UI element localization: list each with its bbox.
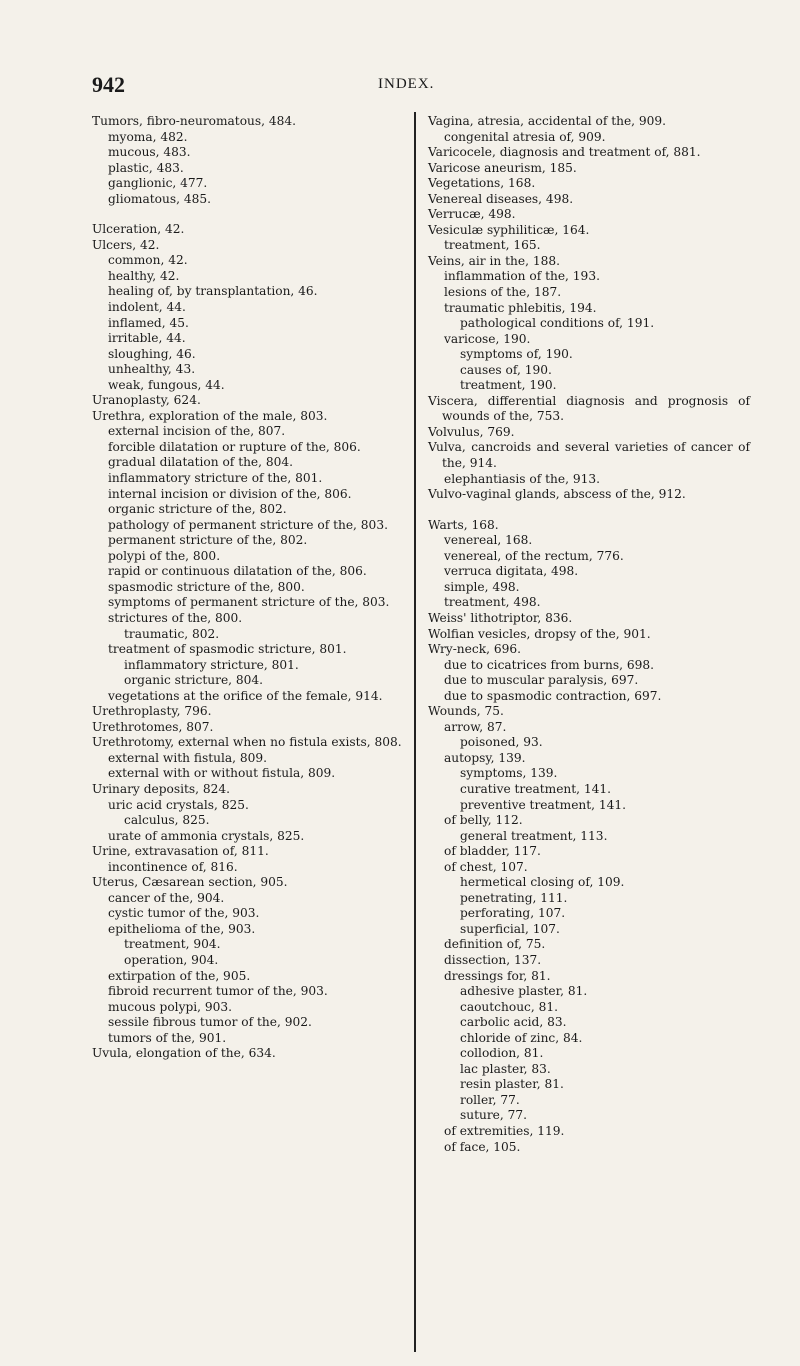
index-entry: inflammation of the, 193. — [444, 269, 600, 284]
index-entry: treatment, 904. — [124, 937, 221, 952]
index-entry: of belly, 112. — [444, 813, 523, 828]
index-entry: lesions of the, 187. — [444, 285, 562, 300]
index-entry: Uranoplasty, 624. — [92, 393, 201, 408]
index-entry: rapid or continuous dilatation of the, 806. — [108, 564, 367, 579]
index-entry: definition of, 75. — [444, 937, 546, 952]
index-entry: general treatment, 113. — [460, 828, 608, 843]
index-entry: operation, 904. — [124, 952, 219, 967]
index-entry: myoma, 482. — [108, 129, 188, 144]
index-entry: of extremities, 119. — [444, 1124, 565, 1138]
index-entry: sloughing, 46. — [108, 346, 196, 361]
index-entry: Vegetations, 168. — [428, 176, 536, 191]
index-entry: Urethrotomes, 807. — [92, 719, 214, 734]
index-entry: treatment, 498. — [444, 595, 541, 610]
index-entry: Wry-neck, 696. — [428, 642, 521, 657]
index-entry: lac plaster, 83. — [460, 1061, 551, 1076]
index-entry: Veins, air in the, 188. — [428, 253, 560, 268]
index-entry: preventive treatment, 141. — [460, 797, 627, 812]
index-entry: venereal, 168. — [444, 533, 533, 548]
index-entry: ganglionic, 477. — [108, 176, 208, 191]
index-entry: external with fistula, 809. — [108, 750, 268, 765]
index-entry: traumatic phlebitis, 194. — [444, 300, 597, 315]
index-entry: curative treatment, 141. — [460, 781, 612, 796]
index-entry: Vulva, cancroids and several varieties of cancer of the, 914. — [428, 440, 750, 471]
index-entry: symptoms, 139. — [460, 766, 558, 781]
index-entry: Vulvo-vaginal glands, abscess of the, 912. — [428, 487, 686, 502]
index-entry: common, 42. — [108, 253, 188, 268]
index-entry: unhealthy, 43. — [108, 362, 196, 377]
index-entry: superficial, 107. — [460, 921, 560, 936]
index-entry: Urethrotomy, external when no fistula exists, 808. — [92, 735, 402, 750]
index-entry: uric acid crystals, 825. — [108, 797, 249, 812]
index-entry: forcible dilatation or rupture of the, 806. — [108, 439, 361, 454]
index-entry: spasmodic stricture of the, 800. — [108, 579, 305, 594]
index-entry: organic stricture, 804. — [124, 673, 264, 688]
index-entry: autopsy, 139. — [444, 750, 526, 765]
index-entry: gliomatous, 485. — [108, 191, 211, 206]
index-entry: plastic, 483. — [108, 160, 184, 175]
index-entry: roller, 77. — [460, 1092, 520, 1107]
index-entry: suture, 77. — [460, 1108, 528, 1123]
index-entry: inflammatory stricture, 801. — [124, 657, 299, 672]
index-entry: cancer of the, 904. — [108, 890, 225, 905]
index-entry: hermetical closing of, 109. — [460, 875, 625, 890]
index-entry: perforating, 107. — [460, 906, 566, 921]
index-entry: gradual dilatation of the, 804. — [108, 455, 294, 470]
index-entry: dressings for, 81. — [444, 968, 551, 983]
index-entry: incontinence of, 816. — [108, 859, 238, 874]
index-entry: vegetations at the orifice of the female, 914. — [108, 688, 383, 703]
index-entry: penetrating, 111. — [460, 890, 568, 905]
index-entry: collodion, 81. — [460, 1046, 544, 1061]
index-entry: traumatic, 802. — [124, 626, 220, 641]
running-head: INDEX. — [378, 76, 435, 92]
index-entry: dissection, 137. — [444, 952, 542, 967]
index-entry: external incision of the, 807. — [108, 424, 286, 439]
index-entry: Wounds, 75. — [428, 704, 504, 719]
index-entry: treatment, 165. — [444, 238, 541, 253]
index-entry: Ulcers, 42. — [92, 237, 160, 252]
index-entry: mucous polypi, 903. — [108, 999, 233, 1014]
index-entry: Wolfian vesicles, dropsy of the, 901. — [428, 626, 651, 641]
index-entry: Viscera, differential diagnosis and prognosis of wounds of the, 753. — [428, 393, 750, 424]
index-entry: indolent, 44. — [108, 300, 186, 315]
index-entry: adhesive plaster, 81. — [460, 984, 588, 999]
index-entry: Urine, extravasation of, 811. — [92, 844, 269, 859]
index-entry: chloride of zinc, 84. — [460, 1030, 583, 1045]
index-entry: polypi of the, 800. — [108, 548, 221, 563]
index-entry: Uterus, Cæsarean section, 905. — [92, 875, 288, 890]
index-entry: Warts, 168. — [428, 517, 499, 532]
page-header — [0, 74, 800, 100]
index-entry: Venereal diseases, 498. — [428, 191, 574, 206]
index-entry: pathological conditions of, 191. — [460, 316, 655, 331]
index-entry: Varicose aneurism, 185. — [428, 160, 577, 175]
index-entry: permanent stricture of the, 802. — [108, 533, 308, 548]
index-entry: inflamed, 45. — [108, 315, 189, 330]
index-entry: epithelioma of the, 903. — [108, 921, 256, 936]
index-entry: pathology of permanent stricture of the, 803. — [108, 517, 388, 532]
index-entry: extirpation of the, 905. — [108, 968, 251, 983]
index-entry: Ulceration, 42. — [92, 222, 185, 237]
index-entry: calculus, 825. — [124, 813, 210, 828]
index-entry: Weiss' lithotriptor, 836. — [428, 610, 573, 625]
index-entry: of face, 105. — [444, 1139, 521, 1154]
index-entry: Volvulus, 769. — [428, 424, 515, 439]
index-entry: of chest, 107. — [444, 859, 528, 874]
column-divider — [414, 112, 416, 1352]
index-entry: Urinary deposits, 824. — [92, 781, 231, 796]
index-entry: healing of, by transplantation, 46. — [108, 284, 318, 299]
index-entry: treatment, 190. — [460, 378, 557, 393]
index-entry: inflammatory stricture of the, 801. — [108, 471, 323, 486]
index-entry: symptoms of, 190. — [460, 347, 573, 362]
index-entry: internal incision or division of the, 806. — [108, 486, 352, 501]
index-entry: Tumors, fibro-neuromatous, 484. — [92, 114, 297, 128]
index-entry: due to muscular paralysis, 697. — [444, 673, 639, 688]
index-entry: congenital atresia of, 909. — [444, 129, 606, 144]
index-entry: irritable, 44. — [108, 331, 186, 346]
index-entry: external with or without fistula, 809. — [108, 766, 336, 781]
index-entry: of bladder, 117. — [444, 844, 541, 859]
index-entry: Vesiculæ syphiliticæ, 164. — [428, 222, 590, 237]
index-entry: caoutchouc, 81. — [460, 999, 558, 1014]
index-entry: healthy, 42. — [108, 268, 180, 283]
index-entry: simple, 498. — [444, 579, 520, 594]
index-entry: treatment of spasmodic stricture, 801. — [108, 642, 347, 657]
index-entry: venereal, of the rectum, 776. — [444, 548, 624, 563]
index-entry: arrow, 87. — [444, 719, 507, 734]
index-entry: carbolic acid, 83. — [460, 1015, 567, 1030]
index-entry: weak, fungous, 44. — [108, 377, 225, 392]
index-entry: Urethra, exploration of the male, 803. — [92, 408, 328, 423]
index-entry: sessile fibrous tumor of the, 902. — [108, 1015, 312, 1030]
index-entry: cystic tumor of the, 903. — [108, 906, 260, 921]
index-column-left — [92, 114, 414, 1062]
index-entry: Varicocele, diagnosis and treatment of, 881. — [428, 145, 701, 160]
index-entry: Verrucæ, 498. — [428, 207, 516, 222]
index-entry: resin plaster, 81. — [460, 1077, 564, 1092]
index-entry: varicose, 190. — [444, 331, 531, 346]
index-entry: Vagina, atresia, accidental of the, 909. — [428, 114, 667, 128]
index-entry: strictures of the, 800. — [108, 610, 243, 625]
index-entry: symptoms of permanent stricture of the, 803. — [108, 595, 390, 610]
index-entry: elephantiasis of the, 913. — [444, 471, 600, 486]
index-entry: due to cicatrices from burns, 698. — [444, 657, 655, 672]
index-entry: tumors of the, 901. — [108, 1030, 227, 1045]
index-column-right — [428, 114, 750, 1155]
index-entry: due to spasmodic contraction, 697. — [444, 688, 662, 703]
index-entry: causes of, 190. — [460, 362, 552, 377]
index-entry: verruca digitata, 498. — [444, 564, 579, 579]
index-entry: Urethroplasty, 796. — [92, 704, 212, 719]
index-entry: fibroid recurrent tumor of the, 903. — [108, 984, 328, 999]
index-entry: urate of ammonia crystals, 825. — [108, 828, 305, 843]
index-entry: mucous, 483. — [108, 145, 191, 160]
index-entry: organic stricture of the, 802. — [108, 502, 287, 517]
index-entry: poisoned, 93. — [460, 735, 543, 750]
index-entry: Uvula, elongation of the, 634. — [92, 1046, 276, 1061]
page-number: 942 — [92, 72, 125, 97]
